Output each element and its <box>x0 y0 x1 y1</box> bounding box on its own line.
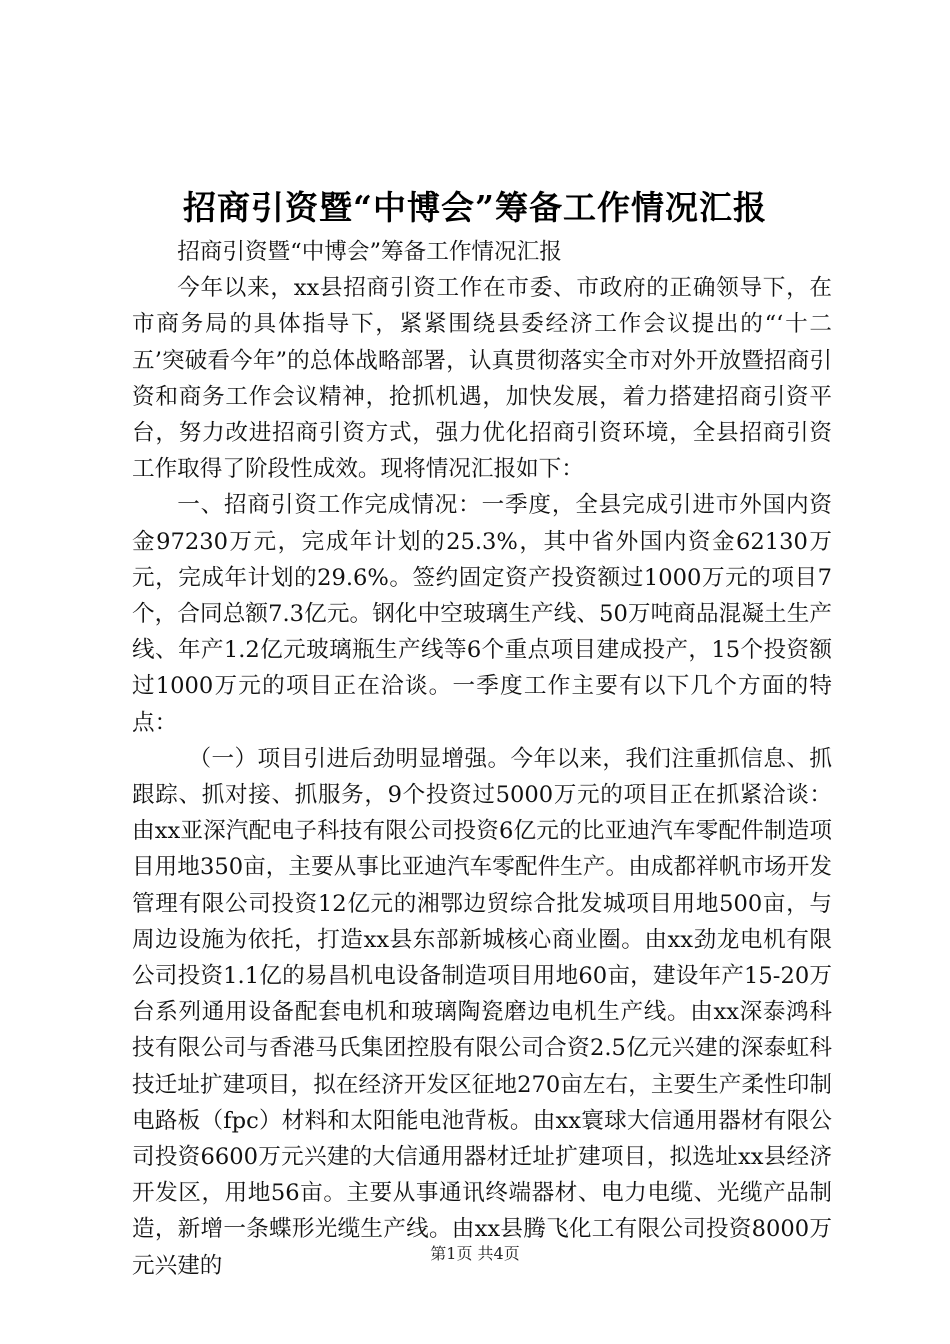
page-number: 第1页 共4页 <box>430 1244 520 1263</box>
section-one-paragraph: 一、招商引资工作完成情况：一季度，全县完成引进市外国内资金97230万元，完成年计划的25.3%，其中省外国内资金62130万元，完成年计划的29.6%。签约固定资产投资额过1000万元的项目7个，合同总额7.3亿元。钢化中空玻璃生产线、50万吨商品混凝土生产线、年产1.2亿元玻璃瓶生产线等6个重点项目建成投产，15个投资额过1000万元的项目正在洽谈。一季度工作主要有以下几个方面的特点： <box>132 492 832 736</box>
subsection-one-paragraph: （一）项目引进后劲明显增强。今年以来，我们注重抓信息、抓跟踪、抓对接、抓服务，9个投资过5000万元的项目正在抓紧洽谈：由xx亚深汽配电子科技有限公司投资6亿元的比亚迪汽车零配件制造项目用地350亩，主要从事比亚迪汽车零配件生产。由成都祥帆市场开发管理有限公司投资12亿元的湘鄂边贸综合批发城项目用地500亩，与周边设施为依托，打造xx县东部新城核心商业圈。由xx劲龙电机有限公司投资1.1亿的易昌机电设备制造项目用地60亩，建设年产15-20万台系列通用设备配套电机和玻璃陶瓷磨边电机生产线。由xx深泰鸿科技有限公司与香港马氏集团控股有限公司合资2.5亿元兴建的深泰虹科技迁址扩建项目，拟在经济开发区征地270亩左右，主要生产柔性印制电路板（fpc）材料和太阳能电池背板。由xx寰球大信通用器材有限公司投资6600万元兴建的大信通用器材迁址扩建项目，拟选址xx县经济开发区，用地56亩。主要从事通讯终端器材、电力电缆、光缆产品制造，新增一条蝶形光缆生产线。由xx县腾飞化工有限公司投资8000万元兴建的 <box>132 745 832 1279</box>
document-title: 招商引资暨“中博会”筹备工作情况汇报 <box>183 188 767 227</box>
subtitle-paragraph: 招商引资暨“中博会”筹备工作情况汇报 <box>177 239 562 265</box>
document-body <box>132 234 832 1284</box>
intro-paragraph: 今年以来，xx县招商引资工作在市委、市政府的正确领导下，在市商务局的具体指导下，紧紧围绕县委经济工作会议提出的“‘十二五’突破看今年”的总体战略部署，认真贯彻落实全市对外开放暨招商引资和商务工作会议精神，抢抓机遇，加快发展，着力搭建招商引资平台，努力改进招商引资方式，强力优化招商引资环境，全县招商引资工作取得了阶段性成效。现将情况汇报如下： <box>132 275 832 483</box>
